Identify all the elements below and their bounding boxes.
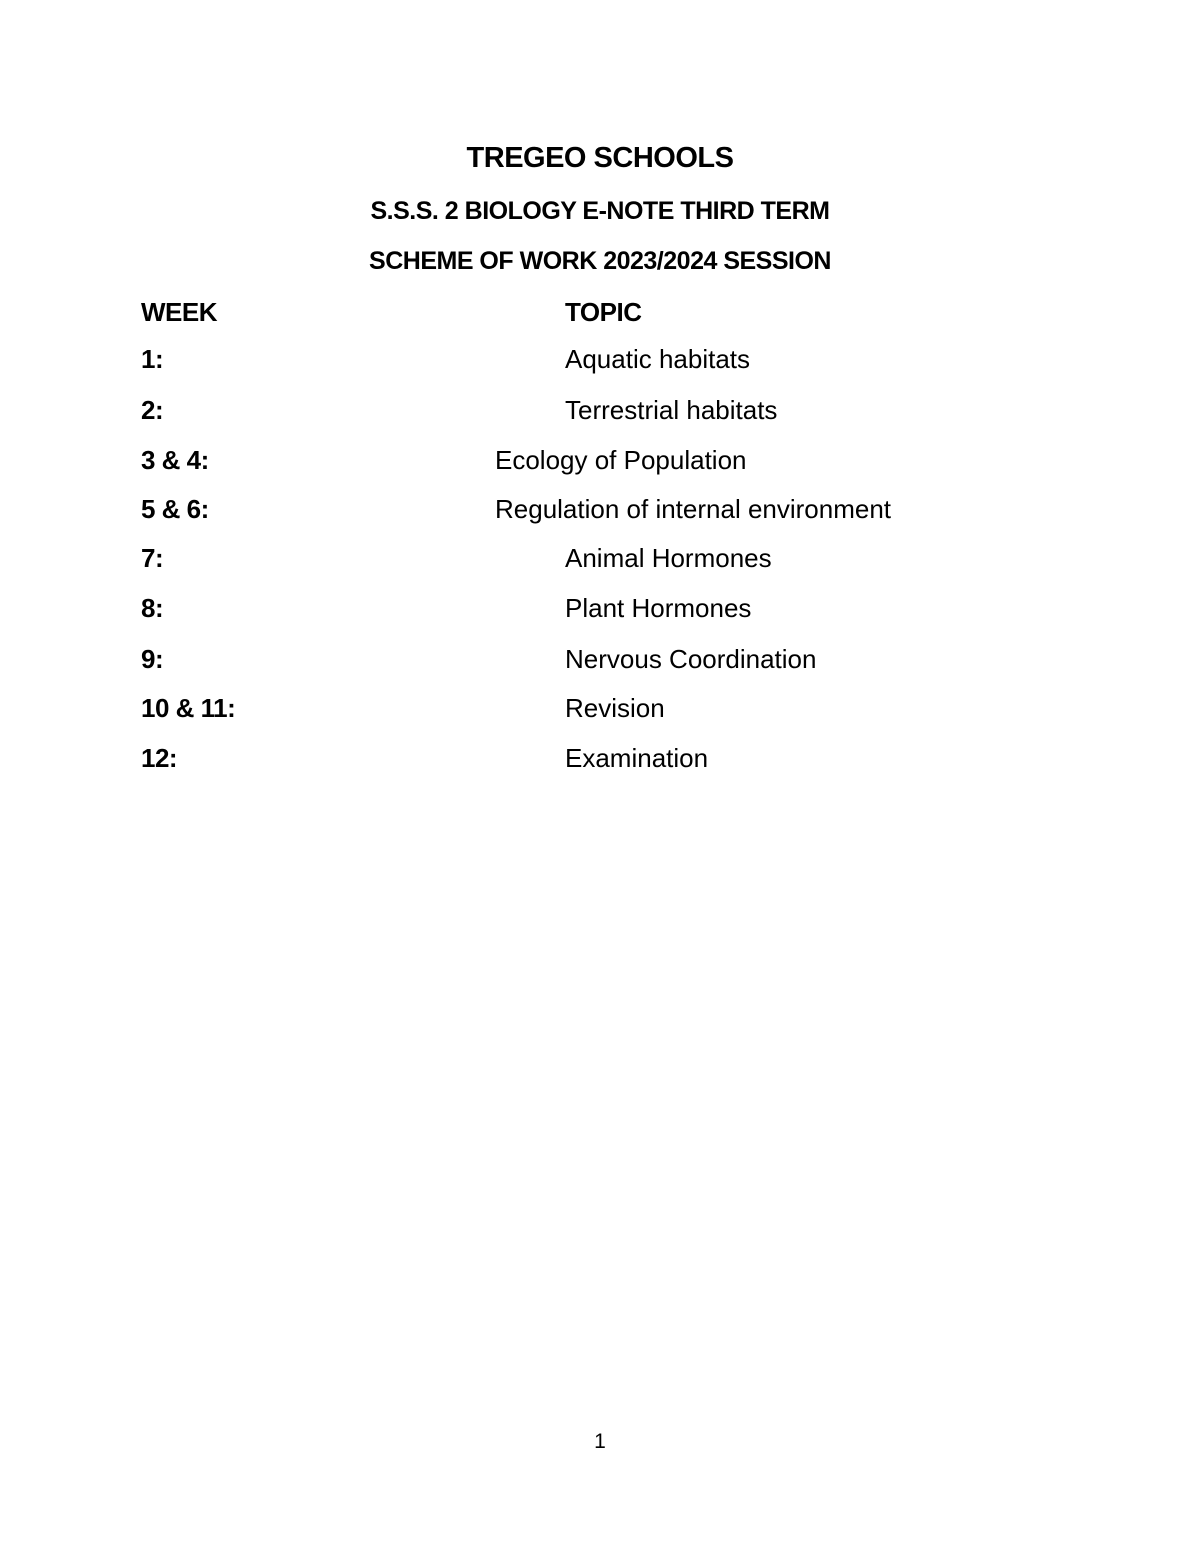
week-cell: 1: — [141, 344, 164, 374]
topic-column-header: TOPIC — [565, 297, 642, 327]
week-cell: 5 & 6: — [141, 494, 209, 524]
table-row — [0, 593, 1200, 633]
topic-cell: Ecology of Population — [495, 445, 747, 475]
week-cell: 8: — [141, 593, 164, 623]
school-name: TREGEO SCHOOLS — [466, 142, 734, 174]
week-cell: 10 & 11: — [141, 693, 236, 723]
subject-title: S.S.S. 2 BIOLOGY E-NOTE THIRD TERM — [370, 197, 830, 225]
week-column-header: WEEK — [141, 297, 217, 327]
topic-cell: Regulation of internal environment — [495, 494, 892, 524]
week-cell: 3 & 4: — [141, 445, 209, 475]
topic-cell: Revision — [565, 693, 665, 723]
table-row — [0, 693, 1200, 733]
topic-cell: Nervous Coordination — [565, 644, 817, 674]
table-row — [0, 644, 1200, 684]
table-row — [0, 395, 1200, 435]
table-row — [0, 344, 1200, 384]
topic-cell: Aquatic habitats — [565, 344, 751, 374]
week-cell: 12: — [141, 743, 178, 773]
week-cell: 2: — [141, 395, 164, 425]
topic-cell: Plant Hormones — [565, 593, 752, 623]
topic-cell: Animal Hormones — [565, 543, 772, 573]
week-cell: 9: — [141, 644, 164, 674]
page-number: 1 — [594, 1430, 606, 1453]
table-row — [0, 543, 1200, 583]
table-row — [0, 445, 1200, 485]
topic-cell: Terrestrial habitats — [565, 395, 778, 425]
week-cell: 7: — [141, 543, 164, 573]
scheme-title: SCHEME OF WORK 2023/2024 SESSION — [369, 247, 831, 275]
table-row — [0, 494, 1200, 534]
table-row — [0, 743, 1200, 783]
topic-cell: Examination — [565, 743, 709, 773]
